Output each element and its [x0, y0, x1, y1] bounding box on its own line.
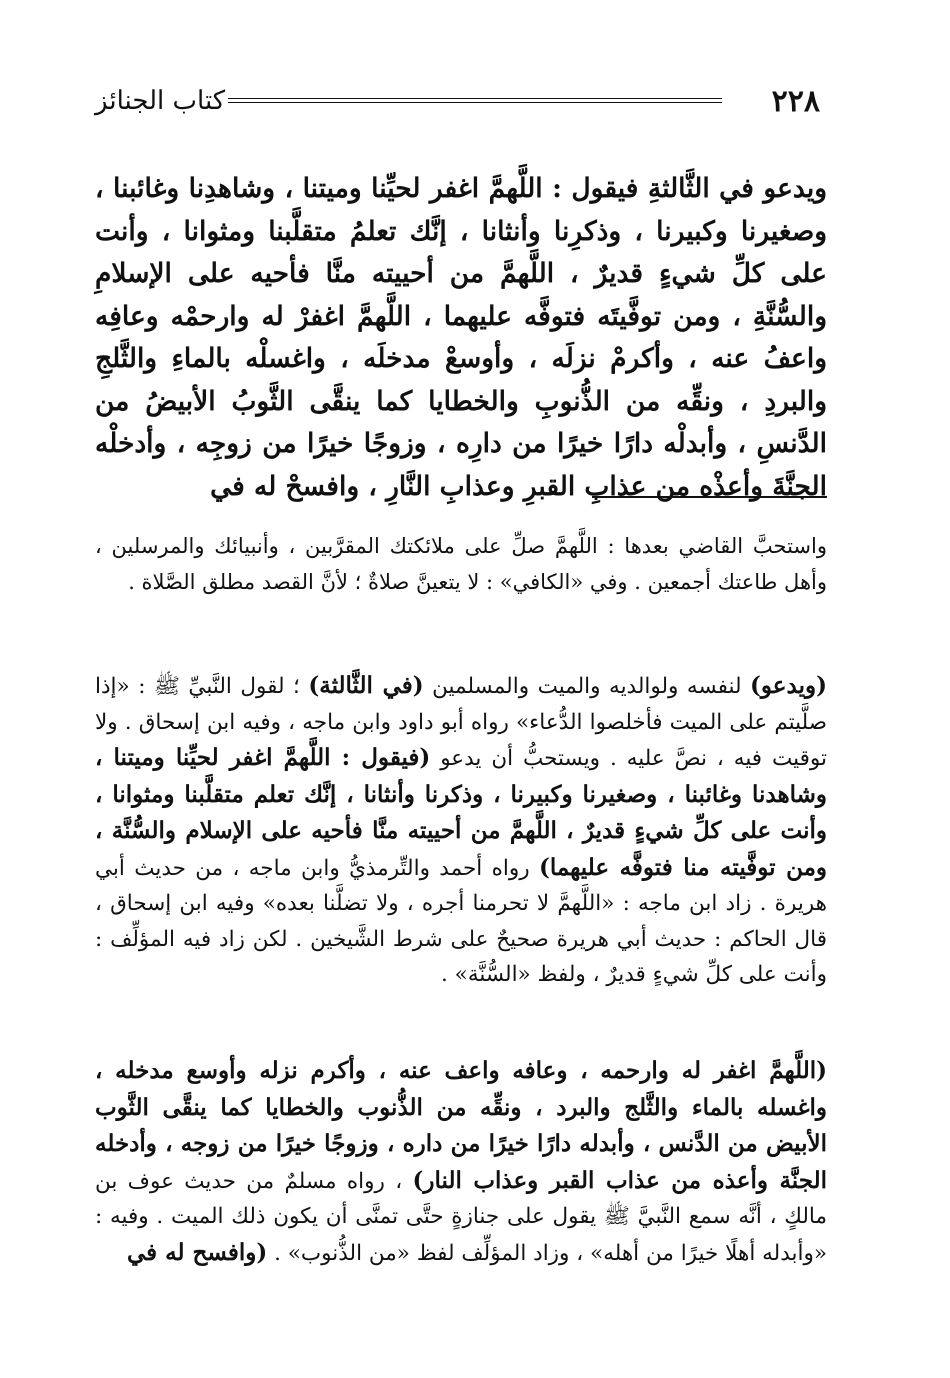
commentary-paragraph-1 — [95, 668, 827, 993]
header-rule — [228, 98, 722, 103]
main-text: ويدعو في الثَّالثةِ فيقول : اللَّهمَّ اغفر لحيِّنا وميتنا ، وشاهدِنا وغائبنا ، وصغيرنا وكبيرنا ، وذكرِنا وأنثانا ، إنَّك تعلمُ متقلَّبنا ومثوانا ، وأنت على كلِّ شيءٍ قديرٌ ، اللَّهمَّ من أحييته منَّا فأحيه على الإسلامِ والسُّنَّةِ ، ومن توفَّيتَه فتوفَّه عليهما ، اللَّهمَّ اغفرْ له وارحمْه وعافِه واعفُ عنه ، وأكرمْ نزلَه ، وأوسعْ مدخلَه ، واغسلْه بالماءِ والثَّلجِ والبردِ ، ونقِّه من الذُّنوبِ والخطايا كما ينقَّى الثَّوبُ الأبيضُ من الدَّنسِ ، وأبدلْه دارًا خيرًا من دارِه ، وزوجًا خيرًا من زوجِه ، وأدخلْه الجنَّةَ وأعذْه من عذابِ القبرِ وعذابِ النَّارِ ، وافسحْ له في — [95, 173, 827, 502]
running-title: كتاب الجنائز — [95, 86, 226, 116]
footnote: واستحبَّ القاضي بعدها : اللَّهمَّ صلِّ على ملائكتك المقرَّبين ، وأنبيائك والمرسلين ، وأهل طاعتك أجمعين . وفي «الكافي» : لا يتعينَّ صلاةٌ ؛ لأنَّ القصد مطلق الصَّلاة . — [95, 534, 827, 594]
page-number: ٢٢٨ — [771, 84, 820, 119]
quoted-matn: (فيقول : اللَّهمَّ اغفر لحيِّنا وميتنا ، وشاهدنا وغائبنا ، وصغيرنا وكبيرنا ، وذكرنا وأنثانا ، إنَّك تعلم متقلَّبنا ومثوانا ، وأنت على كلِّ شيءٍ قديرٌ ، اللَّهمَّ من أحييته منَّا فأحيه على الإسلام والسُّنَّة ، ومن توفَّيته منا فتوفَّه عليهما) — [95, 744, 827, 881]
quoted-matn: (اللَّهمَّ اغفر له وارحمه ، وعافه واعف عنه ، وأكرم نزله وأوسع مدخله ، واغسله بالماء والثَّلج والبرد ، ونقِّه من الذُّنوب والخطايا كما ينقَّى الثَّوب الأبيض من الدَّنس ، وأبدله دارًا خيرًا من داره ، وزوجًا خيرًا من زوجه ، وأدخله الجنَّة وأعذه من عذاب القبر وعذاب النار) — [95, 1057, 827, 1194]
quoted-matn: (في الثَّالثة) — [308, 672, 424, 699]
commentary-text: رواه أحمد والتِّرمذيُّ وابن ماجه ، من حديث أبي هريرة . زاد ابن ماجه : «اللَّهمَّ لا تحرمنا أجره ، ولا تضلَّنا بعده» وفيه ابن إسحاق ، قال الحاكم : حديث أبي هريرة صحيحٌ على شرط الشَّيخين . لكن زاد فيه المؤلِّف : وأنت على كلِّ شيءٍ قديرٌ ، ولفظ «السُّنَّة» . — [95, 855, 827, 987]
page-header — [95, 78, 820, 118]
commentary-paragraph-2 — [95, 1053, 827, 1271]
quoted-matn: (وافسح له في — [126, 1238, 268, 1266]
footnote-separator — [592, 496, 827, 498]
commentary-text: لنفسه ولوالديه والميت والمسلمين — [423, 674, 751, 699]
quoted-matn: (ويدعو) — [750, 672, 827, 699]
commentary-text: ؛ لقول النَّبيِّ ﷺ : «إذا صلَّيتم على الميت فأخلصوا الدُّعاء» رواه أبو داود وابن ماجه ، وفيه ابن إسحاق . ولا توقيت فيه ، نصَّ عليه . ويستحبُّ أن يدعو — [95, 674, 827, 771]
commentary-text: ، رواه مسلمٌ من حديث عوف بن مالكٍ ، أنَّه سمع النَّبيَّ ﷺ يقول على جنازةٍ حتَّى تمنَّى أن يكون ذلك الميت . وفيه : «وأبدله أهلًا خيرًا من أهله» ، وزاد المؤلِّف لفظ «من الذُّنوب» . — [95, 1168, 827, 1266]
